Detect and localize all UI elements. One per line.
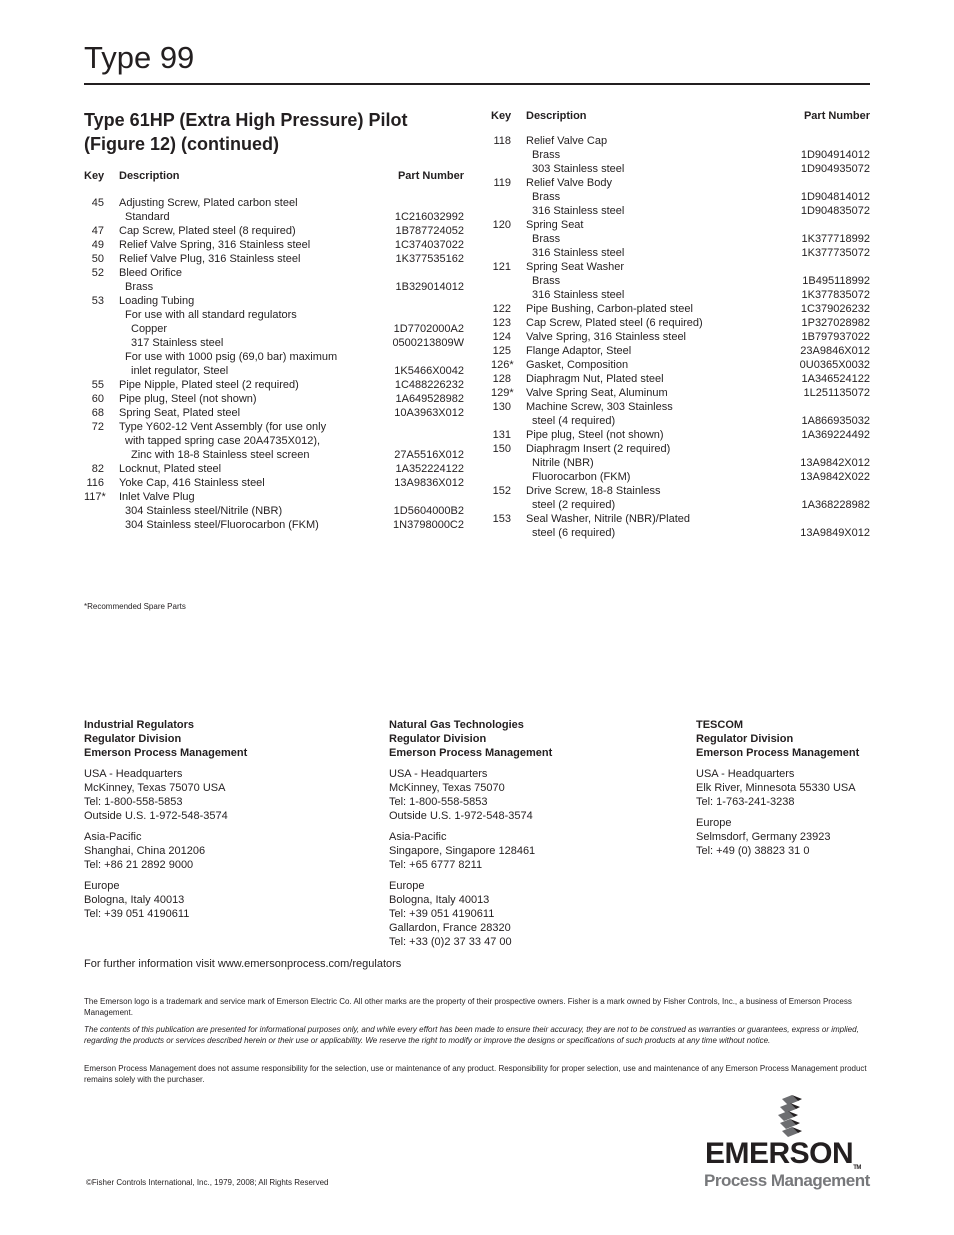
- parts-list-right: [491, 109, 870, 540]
- contact-address-block: [696, 767, 876, 809]
- key-cell: 153: [492, 513, 511, 525]
- key-cell: 50: [91, 253, 104, 265]
- table-row: [84, 196, 464, 210]
- contact-heading-line: TESCOM: [696, 719, 744, 731]
- part-number-cell: 1C488226232: [394, 379, 464, 391]
- table-row: [491, 232, 870, 246]
- part-number-cell: 1A369224492: [801, 429, 870, 441]
- page-title: Type 99: [84, 40, 195, 75]
- key-cell: 121: [492, 261, 511, 273]
- part-number-cell: 1D904914012: [800, 149, 870, 161]
- contact-address-line: McKinney, Texas 75070: [389, 782, 505, 794]
- part-number-cell: 1A649528982: [395, 393, 464, 405]
- parts-list-header: [84, 169, 464, 183]
- section-title: [84, 108, 464, 156]
- description-cell: Inlet Valve Plug: [119, 491, 195, 503]
- table-row: [491, 372, 870, 386]
- spare-parts-footnote: *Recommended Spare Parts: [84, 602, 186, 611]
- table-row: [84, 224, 464, 238]
- description-cell: inlet regulator, Steel: [131, 365, 229, 377]
- part-number-header: Part Number: [803, 110, 870, 122]
- contact-heading-line: Emerson Process Management: [84, 747, 248, 759]
- description-cell: Brass: [532, 191, 561, 203]
- contact-address-block: [389, 879, 669, 949]
- part-number-cell: 1A352224122: [395, 463, 464, 475]
- part-number-cell: 1B797937022: [801, 331, 870, 343]
- table-row: [491, 204, 870, 218]
- description-cell: Pipe plug, Steel (not shown): [526, 429, 664, 441]
- contact-address-line: Outside U.S. 1-972-548-3574: [84, 810, 228, 822]
- contact-address-line: USA - Headquarters: [389, 768, 488, 780]
- key-cell: 49: [91, 239, 104, 251]
- description-cell: Brass: [125, 281, 154, 293]
- contact-heading: [696, 718, 876, 760]
- part-number-cell: 1B787724052: [395, 225, 464, 237]
- key-cell: 118: [493, 135, 511, 147]
- table-row: [491, 428, 870, 442]
- table-row: [84, 210, 464, 224]
- part-number-cell: 23A9846X012: [800, 345, 870, 357]
- part-number-header: Part Number: [397, 170, 464, 182]
- table-row: [491, 316, 870, 330]
- key-cell: 122: [492, 303, 511, 315]
- contact-address-block: [84, 767, 364, 823]
- description-cell: 316 Stainless steel: [532, 289, 625, 301]
- description-cell: steel (6 required): [532, 527, 616, 539]
- description-cell: 316 Stainless steel: [532, 205, 625, 217]
- section-title-line1: Type 61HP (Extra High Pressure) Pilot: [84, 110, 408, 130]
- description-cell: Brass: [532, 233, 561, 245]
- emerson-logo: [700, 1095, 875, 1195]
- section-title-line2: (Figure 12) (continued): [84, 134, 279, 154]
- table-row: [84, 308, 464, 322]
- table-row: [491, 302, 870, 316]
- description-cell: 303 Stainless steel: [532, 163, 625, 175]
- contact-heading-line: Regulator Division: [696, 733, 794, 745]
- key-cell: 130: [492, 401, 511, 413]
- parts-rows-right: [491, 134, 870, 540]
- part-number-cell: 1A346524122: [801, 373, 870, 385]
- description-cell: with tapped spring case 20A4735X012),: [125, 435, 321, 447]
- table-row: [491, 274, 870, 288]
- part-number-cell: 10A3963X012: [394, 407, 464, 419]
- description-cell: Nitrile (NBR): [532, 457, 594, 469]
- contact-tescom: [696, 718, 876, 858]
- part-number-cell: 1C216032992: [394, 211, 464, 223]
- part-number-cell: 1K377735072: [801, 247, 870, 259]
- description-cell: Diaphragm Nut, Plated steel: [526, 373, 664, 385]
- parts-list-left: [84, 169, 464, 532]
- key-cell: 68: [91, 407, 104, 419]
- key-cell: 129*: [491, 387, 514, 399]
- table-row: [84, 266, 464, 280]
- table-row: [491, 148, 870, 162]
- title-rule: [84, 83, 870, 85]
- contact-address-line: Europe: [696, 817, 732, 829]
- part-number-cell: 1D904935072: [800, 163, 870, 175]
- table-row: [491, 386, 870, 400]
- contact-address-line: Tel: +49 (0) 38823 31 0: [696, 845, 810, 857]
- contact-address-line: Bologna, Italy 40013: [84, 894, 185, 906]
- table-row: [491, 470, 870, 484]
- description-cell: Gasket, Composition: [526, 359, 629, 371]
- description-cell: 304 Stainless steel/Nitrile (NBR): [125, 505, 283, 517]
- table-row: [84, 252, 464, 266]
- table-row: [491, 218, 870, 232]
- description-cell: 304 Stainless steel/Fluorocarbon (FKM): [125, 519, 319, 531]
- further-info-text: For further information visit www.emersonprocess.com/regulators: [84, 958, 402, 970]
- emerson-wordmark: EMERSONTM: [705, 1137, 861, 1171]
- key-cell: 52: [91, 267, 104, 279]
- table-row: [84, 462, 464, 476]
- contact-address-line: Selmsdorf, Germany 23923: [696, 831, 831, 843]
- description-cell: Pipe Nipple, Plated steel (2 required): [119, 379, 299, 391]
- part-number-cell: 1K377718992: [801, 233, 870, 245]
- description-cell: 316 Stainless steel: [532, 247, 625, 259]
- description-cell: Valve Spring Seat, Aluminum: [526, 387, 668, 399]
- contact-address-block: [84, 879, 364, 921]
- contact-heading-line: Emerson Process Management: [696, 747, 860, 759]
- table-row: [84, 434, 464, 448]
- copyright-notice: ©Fisher Controls International, Inc., 1979, 2008; All Rights Reserved: [86, 1178, 329, 1187]
- description-cell: Flange Adaptor, Steel: [526, 345, 632, 357]
- table-row: [84, 294, 464, 308]
- table-row: [84, 350, 464, 364]
- contact-address-line: Tel: 1-800-558-5853: [84, 796, 183, 808]
- table-row: [491, 190, 870, 204]
- part-number-cell: 1D7702000A2: [393, 323, 464, 335]
- part-number-cell: 1B329014012: [395, 281, 464, 293]
- table-row: [491, 288, 870, 302]
- table-row: [84, 406, 464, 420]
- contact-industrial-regulators: [84, 718, 364, 921]
- key-cell: 131: [492, 429, 511, 441]
- contact-address-line: Tel: +39 051 4190611: [84, 908, 190, 920]
- description-cell: Diaphragm Insert (2 required): [526, 443, 671, 455]
- description-cell: Relief Valve Body: [526, 177, 613, 189]
- key-cell: 150: [492, 443, 511, 455]
- description-cell: For use with 1000 psig (69,0 bar) maximum: [125, 351, 338, 363]
- contact-address-line: Outside U.S. 1-972-548-3574: [389, 810, 533, 822]
- key-cell: 116: [86, 477, 104, 489]
- part-number-cell: 1C374037022: [394, 239, 464, 251]
- part-number-cell: 1D904814012: [800, 191, 870, 203]
- table-row: [84, 322, 464, 336]
- description-cell: Loading Tubing: [119, 295, 195, 307]
- part-number-cell: 27A5516X012: [394, 449, 464, 461]
- key-cell: 53: [91, 295, 104, 307]
- contact-address-line: Tel: 1-800-558-5853: [389, 796, 488, 808]
- part-number-cell: 1A866935032: [801, 415, 870, 427]
- description-cell: Seal Washer, Nitrile (NBR)/Plated: [526, 513, 691, 525]
- key-cell: 60: [91, 393, 104, 405]
- table-row: [84, 378, 464, 392]
- key-cell: 128: [492, 373, 511, 385]
- part-number-cell: 1A368228982: [801, 499, 870, 511]
- description-cell: Zinc with 18-8 Stainless steel screen: [131, 449, 310, 461]
- contact-address-line: Gallardon, France 28320: [389, 922, 511, 934]
- contact-heading-line: Regulator Division: [389, 733, 487, 745]
- contact-heading-line: Regulator Division: [84, 733, 182, 745]
- description-header: Description: [119, 170, 180, 182]
- key-cell: 45: [91, 197, 104, 209]
- description-cell: Relief Valve Cap: [526, 135, 608, 147]
- table-row: [491, 442, 870, 456]
- contact-address-line: Tel: +86 21 2892 9000: [84, 859, 194, 871]
- key-cell: 117*: [84, 491, 106, 503]
- table-row: [491, 400, 870, 414]
- table-row: [84, 364, 464, 378]
- description-cell: steel (4 required): [532, 415, 616, 427]
- description-cell: Locknut, Plated steel: [119, 463, 222, 475]
- parts-rows-left: [84, 196, 464, 532]
- contact-address-block: [84, 830, 364, 872]
- part-number-cell: 1B495118992: [802, 275, 870, 287]
- key-cell: 125: [492, 345, 511, 357]
- part-number-cell: 1K377535162: [395, 253, 464, 265]
- description-cell: Pipe plug, Steel (not shown): [119, 393, 257, 405]
- part-number-cell: 1N3798000C2: [393, 519, 464, 531]
- table-row: [84, 504, 464, 518]
- part-number-cell: 13A9849X012: [800, 527, 870, 539]
- description-cell: Copper: [131, 323, 168, 335]
- key-header: Key: [84, 170, 105, 182]
- key-header: Key: [491, 110, 512, 122]
- contact-address-line: Tel: +39 051 4190611: [389, 908, 495, 920]
- table-row: [84, 238, 464, 252]
- table-row: [491, 344, 870, 358]
- key-cell: 119: [493, 177, 511, 189]
- table-row: [84, 392, 464, 406]
- parts-list-header: [491, 109, 870, 123]
- part-number-cell: 1C379026232: [800, 303, 870, 315]
- contact-address-line: USA - Headquarters: [696, 768, 795, 780]
- table-row: [84, 448, 464, 462]
- part-number-cell: 1D904835072: [800, 205, 870, 217]
- part-number-cell: 1P327028982: [801, 317, 870, 329]
- description-cell: Relief Valve Plug, 316 Stainless steel: [119, 253, 301, 265]
- contact-address-block: [389, 830, 669, 872]
- table-row: [491, 498, 870, 512]
- key-cell: 152: [492, 485, 511, 497]
- description-cell: Adjusting Screw, Plated carbon steel: [119, 197, 298, 209]
- table-row: [84, 336, 464, 350]
- table-row: [84, 518, 464, 532]
- table-row: [491, 176, 870, 190]
- description-cell: Spring Seat: [526, 219, 584, 231]
- description-cell: Valve Spring, 316 Stainless steel: [526, 331, 686, 343]
- description-cell: Cap Screw, Plated steel (6 required): [526, 317, 703, 329]
- table-row: [84, 476, 464, 490]
- description-cell: Relief Valve Spring, 316 Stainless steel: [119, 239, 311, 251]
- trademark-notice: The Emerson logo is a trademark and service mark of Emerson Electric Co. All other marks are the property of their prospective owners. Fisher is a mark owned by Fisher Controls, Inc., a business of Emerson Process Management.: [84, 997, 852, 1017]
- description-cell: Cap Screw, Plated steel (8 required): [119, 225, 296, 237]
- contact-address-line: Europe: [389, 880, 425, 892]
- disclaimer-notice: The contents of this publication are presented for informational purposes only, and while every effort has been made to ensure their accuracy, they are not to be construed as warranties or guarantees, express or implied, regarding the products or services described herein or their use or applicability. We reserve the right to modify or improve the designs or specifications of such products at any time without notice.: [84, 1025, 859, 1045]
- description-cell: steel (2 required): [532, 499, 616, 511]
- description-cell: Standard: [125, 211, 170, 223]
- description-cell: Spring Seat, Plated steel: [119, 407, 241, 419]
- key-cell: 55: [91, 379, 104, 391]
- table-row: [491, 414, 870, 428]
- contact-address-line: Tel: +33 (0)2 37 33 47 00: [389, 936, 512, 948]
- emerson-logo-icon: [772, 1095, 806, 1141]
- part-number-cell: 13A9836X012: [394, 477, 464, 489]
- contact-address-line: USA - Headquarters: [84, 768, 183, 780]
- contact-address-line: Asia-Pacific: [389, 831, 447, 843]
- contact-address-line: Elk River, Minnesota 55330 USA: [696, 782, 856, 794]
- contact-heading-line: Emerson Process Management: [389, 747, 553, 759]
- contact-address-line: Tel: 1-763-241-3238: [696, 796, 795, 808]
- table-row: [491, 330, 870, 344]
- contact-address-line: Asia-Pacific: [84, 831, 142, 843]
- key-cell: 124: [492, 331, 511, 343]
- description-cell: 317 Stainless steel: [131, 337, 224, 349]
- description-cell: Drive Screw, 18-8 Stainless: [526, 485, 661, 497]
- key-cell: 47: [91, 225, 104, 237]
- contact-heading: [389, 718, 669, 760]
- contact-address-block: [696, 816, 876, 858]
- contact-address-line: Tel: +65 6777 8211: [389, 859, 483, 871]
- part-number-cell: 1K377835072: [801, 289, 870, 301]
- part-number-cell: 13A9842X012: [800, 457, 870, 469]
- description-cell: Brass: [532, 275, 561, 287]
- contact-heading: [84, 718, 364, 760]
- part-number-cell: 1L251135072: [803, 387, 870, 399]
- description-cell: Spring Seat Washer: [526, 261, 625, 273]
- key-cell: 72: [91, 421, 104, 433]
- table-row: [491, 526, 870, 540]
- contact-natural-gas-technologies: [389, 718, 669, 949]
- description-cell: Fluorocarbon (FKM): [532, 471, 631, 483]
- key-cell: 126*: [491, 359, 514, 371]
- contact-heading-line: Industrial Regulators: [84, 719, 195, 731]
- description-cell: Bleed Orifice: [119, 267, 182, 279]
- table-row: [491, 246, 870, 260]
- contact-address-line: Europe: [84, 880, 120, 892]
- table-row: [491, 162, 870, 176]
- contact-address-line: McKinney, Texas 75070 USA: [84, 782, 226, 794]
- description-cell: Type Y602-12 Vent Assembly (for use only: [119, 421, 327, 433]
- table-row: [491, 484, 870, 498]
- table-row: [491, 134, 870, 148]
- contact-address-line: Bologna, Italy 40013: [389, 894, 490, 906]
- description-cell: For use with all standard regulators: [125, 309, 297, 321]
- contact-address-block: [389, 767, 669, 823]
- table-row: [84, 420, 464, 434]
- part-number-cell: 0500213809W: [392, 337, 464, 349]
- contact-address-line: Singapore, Singapore 128461: [389, 845, 536, 857]
- part-number-cell: 0U0365X0032: [799, 359, 870, 371]
- description-cell: Yoke Cap, 416 Stainless steel: [119, 477, 265, 489]
- process-management-wordmark: Process Management: [704, 1171, 870, 1190]
- table-row: [84, 280, 464, 294]
- description-cell: Pipe Bushing, Carbon-plated steel: [526, 303, 693, 315]
- description-header: Description: [526, 110, 587, 122]
- description-cell: Machine Screw, 303 Stainless: [526, 401, 673, 413]
- table-row: [84, 490, 464, 504]
- table-row: [491, 358, 870, 372]
- table-row: [491, 456, 870, 470]
- key-cell: 82: [91, 463, 104, 475]
- responsibility-notice: Emerson Process Management does not assume responsibility for the selection, use or maintenance of any product. Responsibility for proper selection, use and maintenance of any Emerson Process Management product remains solely with the purchaser.: [84, 1064, 867, 1084]
- part-number-cell: 1K5466X0042: [394, 365, 464, 377]
- part-number-cell: 1D5604000B2: [393, 505, 464, 517]
- table-row: [491, 260, 870, 274]
- contact-heading-line: Natural Gas Technologies: [389, 719, 524, 731]
- table-row: [491, 512, 870, 526]
- key-cell: 123: [492, 317, 511, 329]
- contact-address-line: Shanghai, China 201206: [84, 845, 206, 857]
- part-number-cell: 13A9842X022: [800, 471, 870, 483]
- description-cell: Brass: [532, 149, 561, 161]
- key-cell: 120: [492, 219, 511, 231]
